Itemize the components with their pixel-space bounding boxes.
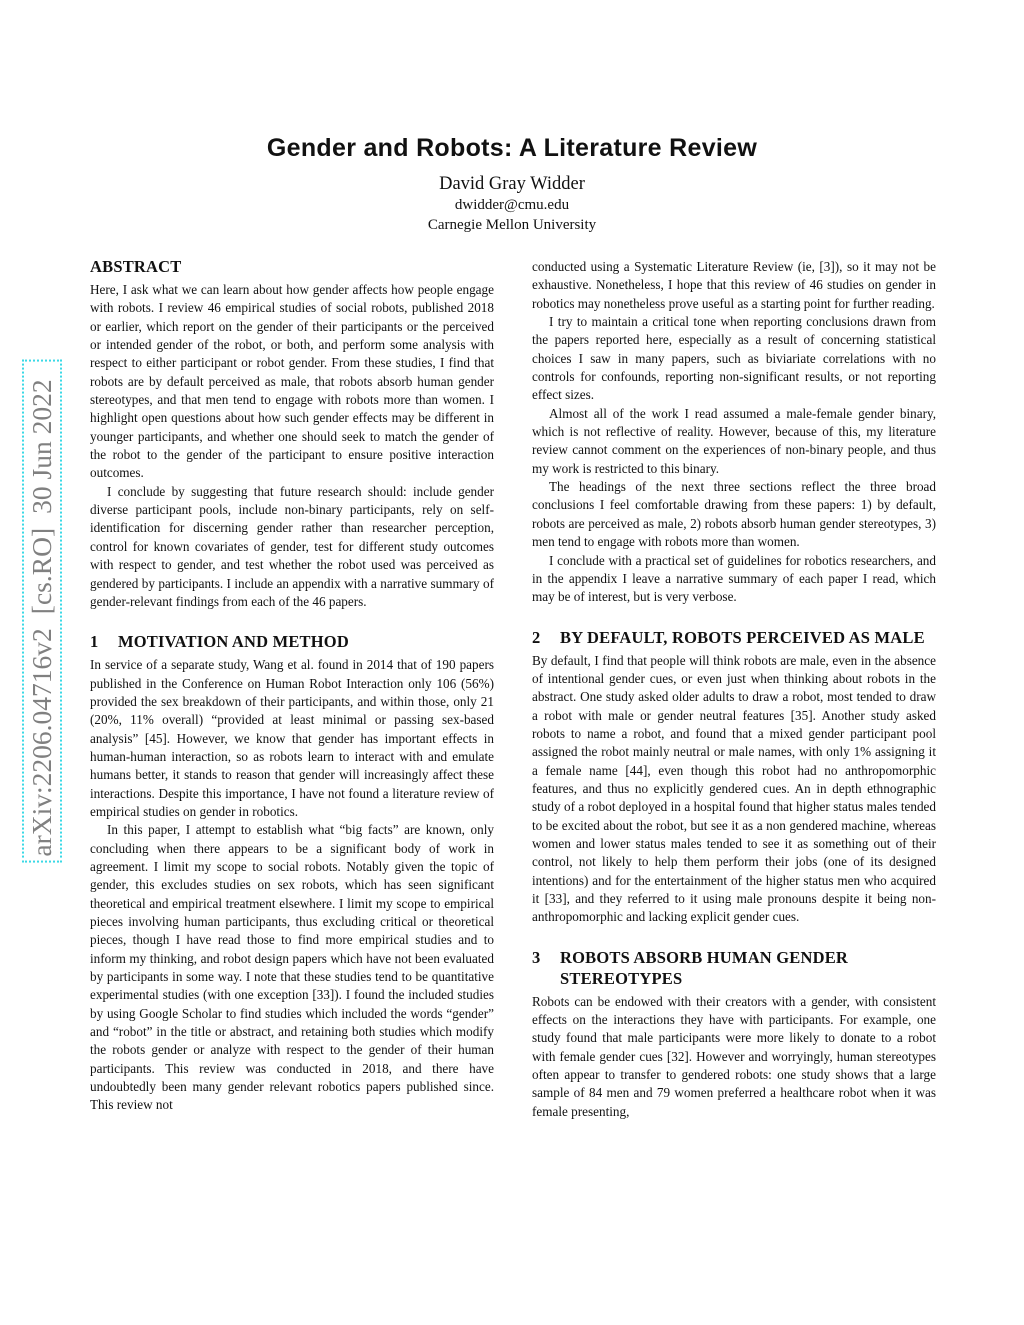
left-column [90,256,494,1115]
body-paragraph: In service of a separate study, Wang et al. found in 2014 that of 190 papers published in the Conference on Human Robot Interaction only 106 (56%) provided the sex breakdown of their participants, and within those, only 21 (20%, 11% overall) “provided at least minimal or passing sex-based analysis” [45]. However, we know that gender has important effects in human-human interaction, so as robots learn to interact with and emulate humans better, it stands to reason that gender will increasingly affect these interactions. Despite this importance, I have not found a literature review of empirical studies on gender in robotics. [90,657,494,819]
body-paragraph: I conclude with a practical set of guidelines for robotics researchers, and in the appendix I leave a narrative summary of each paper I read, which may be of interest, but is very verbose. [532,552,936,605]
section-1-heading: 1 MOTIVATION AND METHOD [90,632,349,652]
abstract-paragraph: I conclude by suggesting that future research should: include gender diverse participant pools, include non-binary participants, rely on self-identification for discerning gender rather than researcher perception, control for known covariates of gender, test for different study outcomes with respect to gender, and test whether the robot used was perceived as gendered by participants. I include an appendix with a narrative summary of gender-relevant findings from each of the 46 papers. [90,483,494,609]
body-paragraph: The headings of the next three sections reflect the three broad conclusions I feel comfortable drawing from these papers: 1) by default, robots are perceived as male, 2) robots absorb human gender stereotypes, 3) men tend to engage with robots more than women. [532,479,936,550]
arxiv-watermark[interactable] [22,322,62,900]
author-affiliation: Carnegie Mellon University [427,217,597,233]
body-paragraph: I try to maintain a critical tone when reporting conclusions drawn from the papers reported here, especially as a result of concerning statistical choices I saw in many papers, such as biviariate correlations with no controls for confounds, reporting non-significant results, or not reporting effect sizes. [532,314,936,403]
arxiv-category: [cs.RO] [26,527,57,615]
arxiv-id: arXiv:2206.04716v2 [26,628,57,857]
body-paragraph: conducted using a Systematic Literature Review (ie, [3]), so it may not be exhaustive. Nonetheless, I hope that this review of 46 studies on gender in robotics may nonetheless prove useful as a starting point for further reading. [532,259,936,311]
body-paragraph: In this paper, I attempt to establish what “big facts” are known, only concluding when there appears to be a significant body of work in agreement. I limit my scope to social robots. Notably given the topic of gender, this excludes studies on sex robots, which has seen significant theoretical and empirical treatment elsewhere. I limit my scope to empirical pieces involving human participants, thus excluding critical or theoretical pieces, though I have read those to find more empirical studies and to inform my thinking, and robot design papers which have not been evaluated by participants in some way. I note that these studies tend to be quantitative experimental studies (with one exception [33]). I found the included studies by using Google Scholar to find studies which included the words “gender” and “robot” in the title or abstract, and retaining both studies which modify the robots gender or analyze with respect to the gender of their human participants. This review was conducted in 2018, and there have undoubtedly been many gender relevant robotics papers published since. This review not [90,822,494,1113]
section-3-heading: 3 ROBOTS ABSORB HUMAN GENDER STEREOTYPES [532,947,849,988]
section-2-heading: 2 BY DEFAULT, ROBOTS PERCEIVED AS MALE [532,627,925,647]
body-paragraph: By default, I find that people will think robots are male, even in the absence of intentional gender cues, or even just when thinking about robots in the abstract. One study asked older adults to draw a robot, most tended to draw a robot with male or gender neutral features [35]. Another study asked robots to name a robot, and found that a mixed gender participant pool assigned the robot mainly neutral or male names, with only 1% assigning it a female name [44], even though this robot had no anthropomorphic features, and thus no explicitly gendered cues. An in depth ethnographic study of a robot deployed in a hospital found that higher status males tended to be excited about the robot, but see it as a non gendered machine, whereas women and lower status males tended to see it as something out of their control, not likely to help them perform their jobs (one of its designed intentions) and for the entertainment of the higher status men who acquired it [33], and they referred to it using male pronouns despite it being non-anthropomorphic and lacking explicit gender cues. [532,652,936,925]
arxiv-date: 30 Jun 2022 [26,379,57,514]
paper-title: Gender and Robots: A Literature Review [266,134,758,162]
body-paragraph: Robots can be endowed with their creators with a gender, with consistent effects on the interactions they have with participants. For example, one study found that male participants were more likely to donate to a robot with female gender cues [32]. However and worryingly, human stereotypes often appear to transfer to gendered robots: one study shows that a large sample of 84 men and 79 women preferred a healthcare robot when it was female presenting, [532,993,936,1119]
abstract-paragraph: Here, I ask what we can learn about how gender affects how people engage with robots. I review 46 empirical studies of social robots, published 2018 or earlier, which report on the gender of their participants or the perceived or intended gender of the robot, or both, and perform some analysis with respect to either participant or robot gender. From these studies, I find that robots are by default perceived as male, that robots absorb human gender stereotypes, and that men tend to engage with robots more than women. I highlight open questions about how such gender effects may be different in younger participants, and whether one should seek to match the gender of the robot to the gender of the participant to ensure positive interaction outcomes. [90,282,494,481]
right-column [532,258,936,1121]
paper-header [0,134,1024,235]
abstract-heading: ABSTRACT [90,257,182,276]
body-paragraph: Almost all of the work I read assumed a male-female gender binary, which is not reflective of reality. However, because of this, my literature review cannot comment on the experiences of non-binary people, and thus my work is restricted to this binary. [532,405,936,476]
author-name: David Gray Widder [439,174,585,194]
author-email: dwidder@cmu.edu [454,197,570,213]
